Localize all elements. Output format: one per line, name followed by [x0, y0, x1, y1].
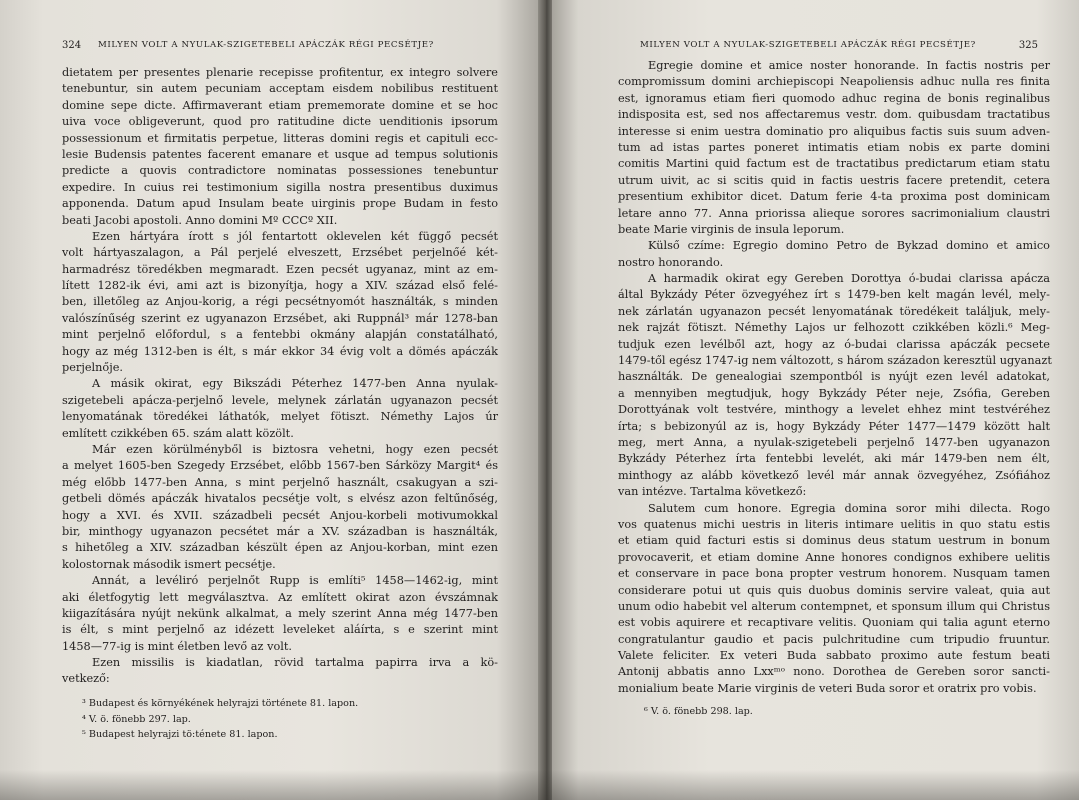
text-line: predicte a quovis contradictore nominatas possessiones tenebuntur	[62, 164, 498, 178]
text-line: Valete feliciter. Ex veteri Buda sabbato proximo aute festum beati	[618, 649, 1050, 663]
left-page-number: 324	[62, 40, 82, 51]
text-line: lenyomatának töredékei láthatók, melyet fötiszt. Némethy Lajos úr	[62, 410, 498, 424]
text-line: a melyet 1605-ben Szegedy Erzsébet, előbb 1567-ben Sárközy Margit⁴ és	[62, 459, 498, 473]
text-line: van intézve. Tartalma következő:	[618, 485, 807, 499]
text-line: domine sepe dicte. Affirmaverant etiam prememorate domine et se hoc	[62, 98, 498, 112]
text-line: possessionum et firmitatis perpetue, litteras domini regis et capituli ecc-	[62, 131, 498, 145]
text-line: a mennyiben megtudjuk, hogy Bykzády Péter neje, Zsófia, Gereben	[618, 386, 1050, 400]
text-line: Ezen missilis is kiadatlan, rövid tartalma papirra irva a kö-	[92, 656, 498, 670]
text-line: expedire. In cuius rei testimonium sigilla nostra presentibus duximus	[62, 180, 498, 194]
text-line: perjelnője.	[62, 361, 123, 375]
text-line: is élt, s mint perjelnő az idézett leveleket aláírta, s e szerint mint	[62, 623, 498, 637]
text-line: bir, minthogy ugyanazon pecsétet már a XV. században is használták,	[62, 524, 498, 538]
text-line: est, ignoramus etiam fieri quomodo adhuc regina de bonis reginalibus	[618, 91, 1050, 105]
text-line: est vobis aquirere et recaptivare velitis. Quoniam qui talia agunt eterno	[618, 616, 1050, 630]
text-line: et conservare in pace bona propter vestrum honorem. Nusquam tamen	[618, 567, 1050, 581]
text-line: 1458—77-ig is mint életben levő az volt.	[62, 639, 292, 653]
text-line: presentium exhibitor dicet. Datum ferie 4-ta proxima post dominicam	[618, 190, 1050, 204]
text-line: meg, mert Anna, a nyulak-szigetebeli perjelnő 1477-ben ugyanazon	[618, 435, 1050, 449]
text-line: s hihetőleg a XIV. században készült épen az Anjou-korban, mint ezen	[62, 541, 498, 555]
text-line: congratulantur gaudio et pacis pulchritudine cum tripudio fruuntur.	[618, 632, 1050, 646]
text-line: Annát, a levéliró perjelnőt Rupp is említi⁵ 1458—1462-ig, mint	[92, 574, 498, 588]
text-line: provocaverit, et etiam domine Anne honores condignos exhibere uelitis	[618, 550, 1050, 564]
text-line: Egregie domine et amice noster honorande. In factis nostris per	[648, 59, 1050, 72]
footnote: ⁴ V. ö. fönebb 297. lap.	[82, 713, 191, 725]
text-line: kiigazítására nyújt nekünk alkalmat, a mely szerint Anna még 1477-ben	[62, 606, 498, 620]
text-line: még előbb 1477-ben Anna, s mint perjelnő használt, csakugyan a szi-	[62, 475, 498, 489]
text-line: Salutem cum honore. Egregia domina soror mihi dilecta. Rogo	[648, 501, 1050, 515]
text-line: lített 1282-ik évi, ami azt is bizonyítja, hogy a XIV. század első felé-	[62, 279, 498, 293]
text-line: hogy az még 1312-ben is élt, s már ekkor 34 évig volt a dömés apáczák	[62, 344, 498, 358]
right-page	[552, 0, 1079, 800]
text-line: Már ezen körülményből is biztosra vehetni, hogy ezen pecsét	[92, 442, 498, 456]
text-line: kolostornak második ismert pecsétje.	[62, 557, 276, 571]
text-line: harmadrész töredékben megmaradt. Ezen pecsét ugyanaz, mint az em-	[62, 262, 498, 276]
text-line: compromissum domini archiepiscopi Neapoliensis adhuc nulla res finita	[618, 75, 1050, 89]
text-line: dietatem per presentes plenarie recepisse profitentur, ex integro solvere	[62, 66, 498, 79]
text-line: Bykzády Péterhez írta fentebbi levelét, aki már 1479-ben nem élt,	[618, 452, 1050, 466]
text-line: Ezen hártyára írott s jól fentartott oklevelen két függő pecsét	[92, 229, 498, 243]
text-line: nek rajzát fötiszt. Némethy Lajos ur felhozott czikkében közli.⁶ Meg-	[618, 321, 1050, 335]
text-line: interesse si enim uestra dominatio pro aliquibus factis suis suum adven-	[618, 124, 1050, 138]
right-footnotes	[644, 704, 1044, 720]
text-line: nek zárlatán ugyanazon pecsét lenyomatának töredékeit találjuk, mely-	[618, 304, 1050, 318]
text-line: Dorottyának volt testvére, minthogy a levelet ehhez mint testvéréhez	[618, 403, 1050, 417]
text-line: Külső czíme: Egregio domino Petro de Bykzad domino et amico	[648, 239, 1050, 253]
text-line: utrum uivit, ac si scitis quid in factis uestris facere pretendit, cetera	[618, 173, 1050, 187]
right-page-number: 325	[1018, 40, 1038, 51]
left-running-title: MILYEN VOLT A NYULAK-SZIGETEBELI APÁCZÁK RÉGI PECSÉTJE?	[98, 40, 434, 50]
text-line: beati Jacobi apostoli. Anno domini Mº CCCº XII.	[62, 213, 338, 227]
text-line: beate Marie virginis de insula leporum.	[618, 222, 845, 236]
text-line: szigetebeli apácza-perjelnő levele, melynek zárlatán ugyanazon pecsét	[62, 393, 498, 407]
text-line: írta; s bebizonyúl az is, hogy Bykzády Péter 1477—1479 között halt	[618, 419, 1050, 433]
text-line: vetkező:	[62, 672, 110, 686]
text-line: A másik okirat, egy Bikszádi Péterhez 1477-ben Anna nyulak-	[92, 377, 498, 391]
text-line: letare anno 77. Anna priorissa alieque sorores sacrimonialium claustri	[618, 206, 1050, 220]
text-line: uiva voce obligeverunt, quod pro ratitudine dicte uenditionis ipsorum	[62, 115, 498, 129]
text-line: volt hártyaszalagon, a Pál perjelé elveszett, Erzsébet perjelnőé két-	[62, 246, 498, 260]
text-line: lesie Budensis patentes facerent emanare et usque ad tempus solutionis	[62, 147, 498, 161]
text-line: monialium beate Marie virginis de veteri Buda soror et oratrix pro vobis.	[618, 681, 1037, 695]
text-line: vos quatenus michi uestris in literis intimare uelitis in quo statu estis	[618, 517, 1050, 531]
text-line: mint perjelnő előfordul, s a fentebbi okmány alapján constatálható,	[62, 328, 498, 342]
text-line: considerare potui ut quis quis duobus dominis servire valeat, quia aut	[618, 583, 1050, 597]
text-line: tudjuk ezen levélből azt, hogy az ó-budai clarissa apáczák pecsete	[618, 337, 1050, 351]
left-footnotes	[82, 696, 502, 743]
text-line: Antonij abbatis anno Lxxᵐᵒ nono. Dorothea de Gereben soror sancti-	[618, 665, 1050, 679]
footnote: ³ Budapest és környékének helyrajzi története 81. lapon.	[82, 698, 359, 709]
footnote: ⁶ V. ö. fönebb 298. lap.	[644, 706, 753, 717]
text-line: tum ad istas partes poneret intimatis etiam nobis ex parte domini	[618, 140, 1050, 154]
text-line: indisposita est, sed nos affectaremus vestr. dom. quibusdam tractatibus	[618, 108, 1050, 122]
text-line: használták. De genealogiai szempontból is nyújt ezen levél adatokat,	[618, 370, 1050, 384]
text-line: unum odio habebit vel alterum contempnet, et sponsum illum qui Christus	[618, 599, 1050, 613]
right-body-text	[618, 58, 1050, 697]
right-running-title: MILYEN VOLT A NYULAK-SZIGETEBELI APÁCZÁK RÉGI PECSÉTJE?	[640, 40, 976, 50]
text-line: minthogy az alább következő levél már annak özvegyéhez, Zsófiához	[618, 468, 1050, 482]
text-line: ben, illetőleg az Anjou-korig, a régi pecsétnyomót használták, s minden	[62, 295, 498, 309]
text-line: aki életfogytig lett megválasztva. Az említett okirat azon évszámnak	[62, 590, 498, 604]
text-line: által Bykzády Péter özvegyéhez írt s 1479-ben kelt magán levél, mely-	[618, 288, 1050, 302]
text-line: 1479-től egész 1747-ig nem változott, s három századon keresztül ugyanazt	[618, 354, 1052, 368]
left-body-text	[62, 65, 498, 688]
text-line: getbeli dömés apáczák hivatalos pecsétje volt, s elvész azon feltűnőség,	[62, 492, 498, 506]
text-line: nostro honorando.	[618, 255, 724, 269]
text-line: hogy a XVI. és XVII. századbeli pecsét Anjou-korbeli motivumokkal	[62, 508, 498, 522]
text-line: comitis Martini quid factum est de tractatibus predictarum etiam statu	[618, 157, 1050, 171]
text-line: valószínűség szerint ez ugyanazon Erzsébet, aki Ruppnál³ már 1278-ban	[62, 311, 498, 325]
text-line: tenebuntur, sin autem pecuniam acceptam eisdem nobilibus restituent	[62, 82, 498, 96]
footnote: ⁵ Budapest helyrajzi tö:ténete 81. lapon.	[82, 729, 278, 740]
text-line: et etiam quid facturi estis si dominus deus statum uestrum in bonum	[618, 534, 1050, 548]
text-line: A harmadik okirat egy Gereben Dorottya ó-budai clarissa apácza	[648, 272, 1050, 286]
text-line: említett czikkében 65. szám alatt közölt.	[62, 426, 294, 440]
text-line: apponenda. Datum apud Insulam beate uirginis prope Budam in festo	[62, 197, 498, 211]
